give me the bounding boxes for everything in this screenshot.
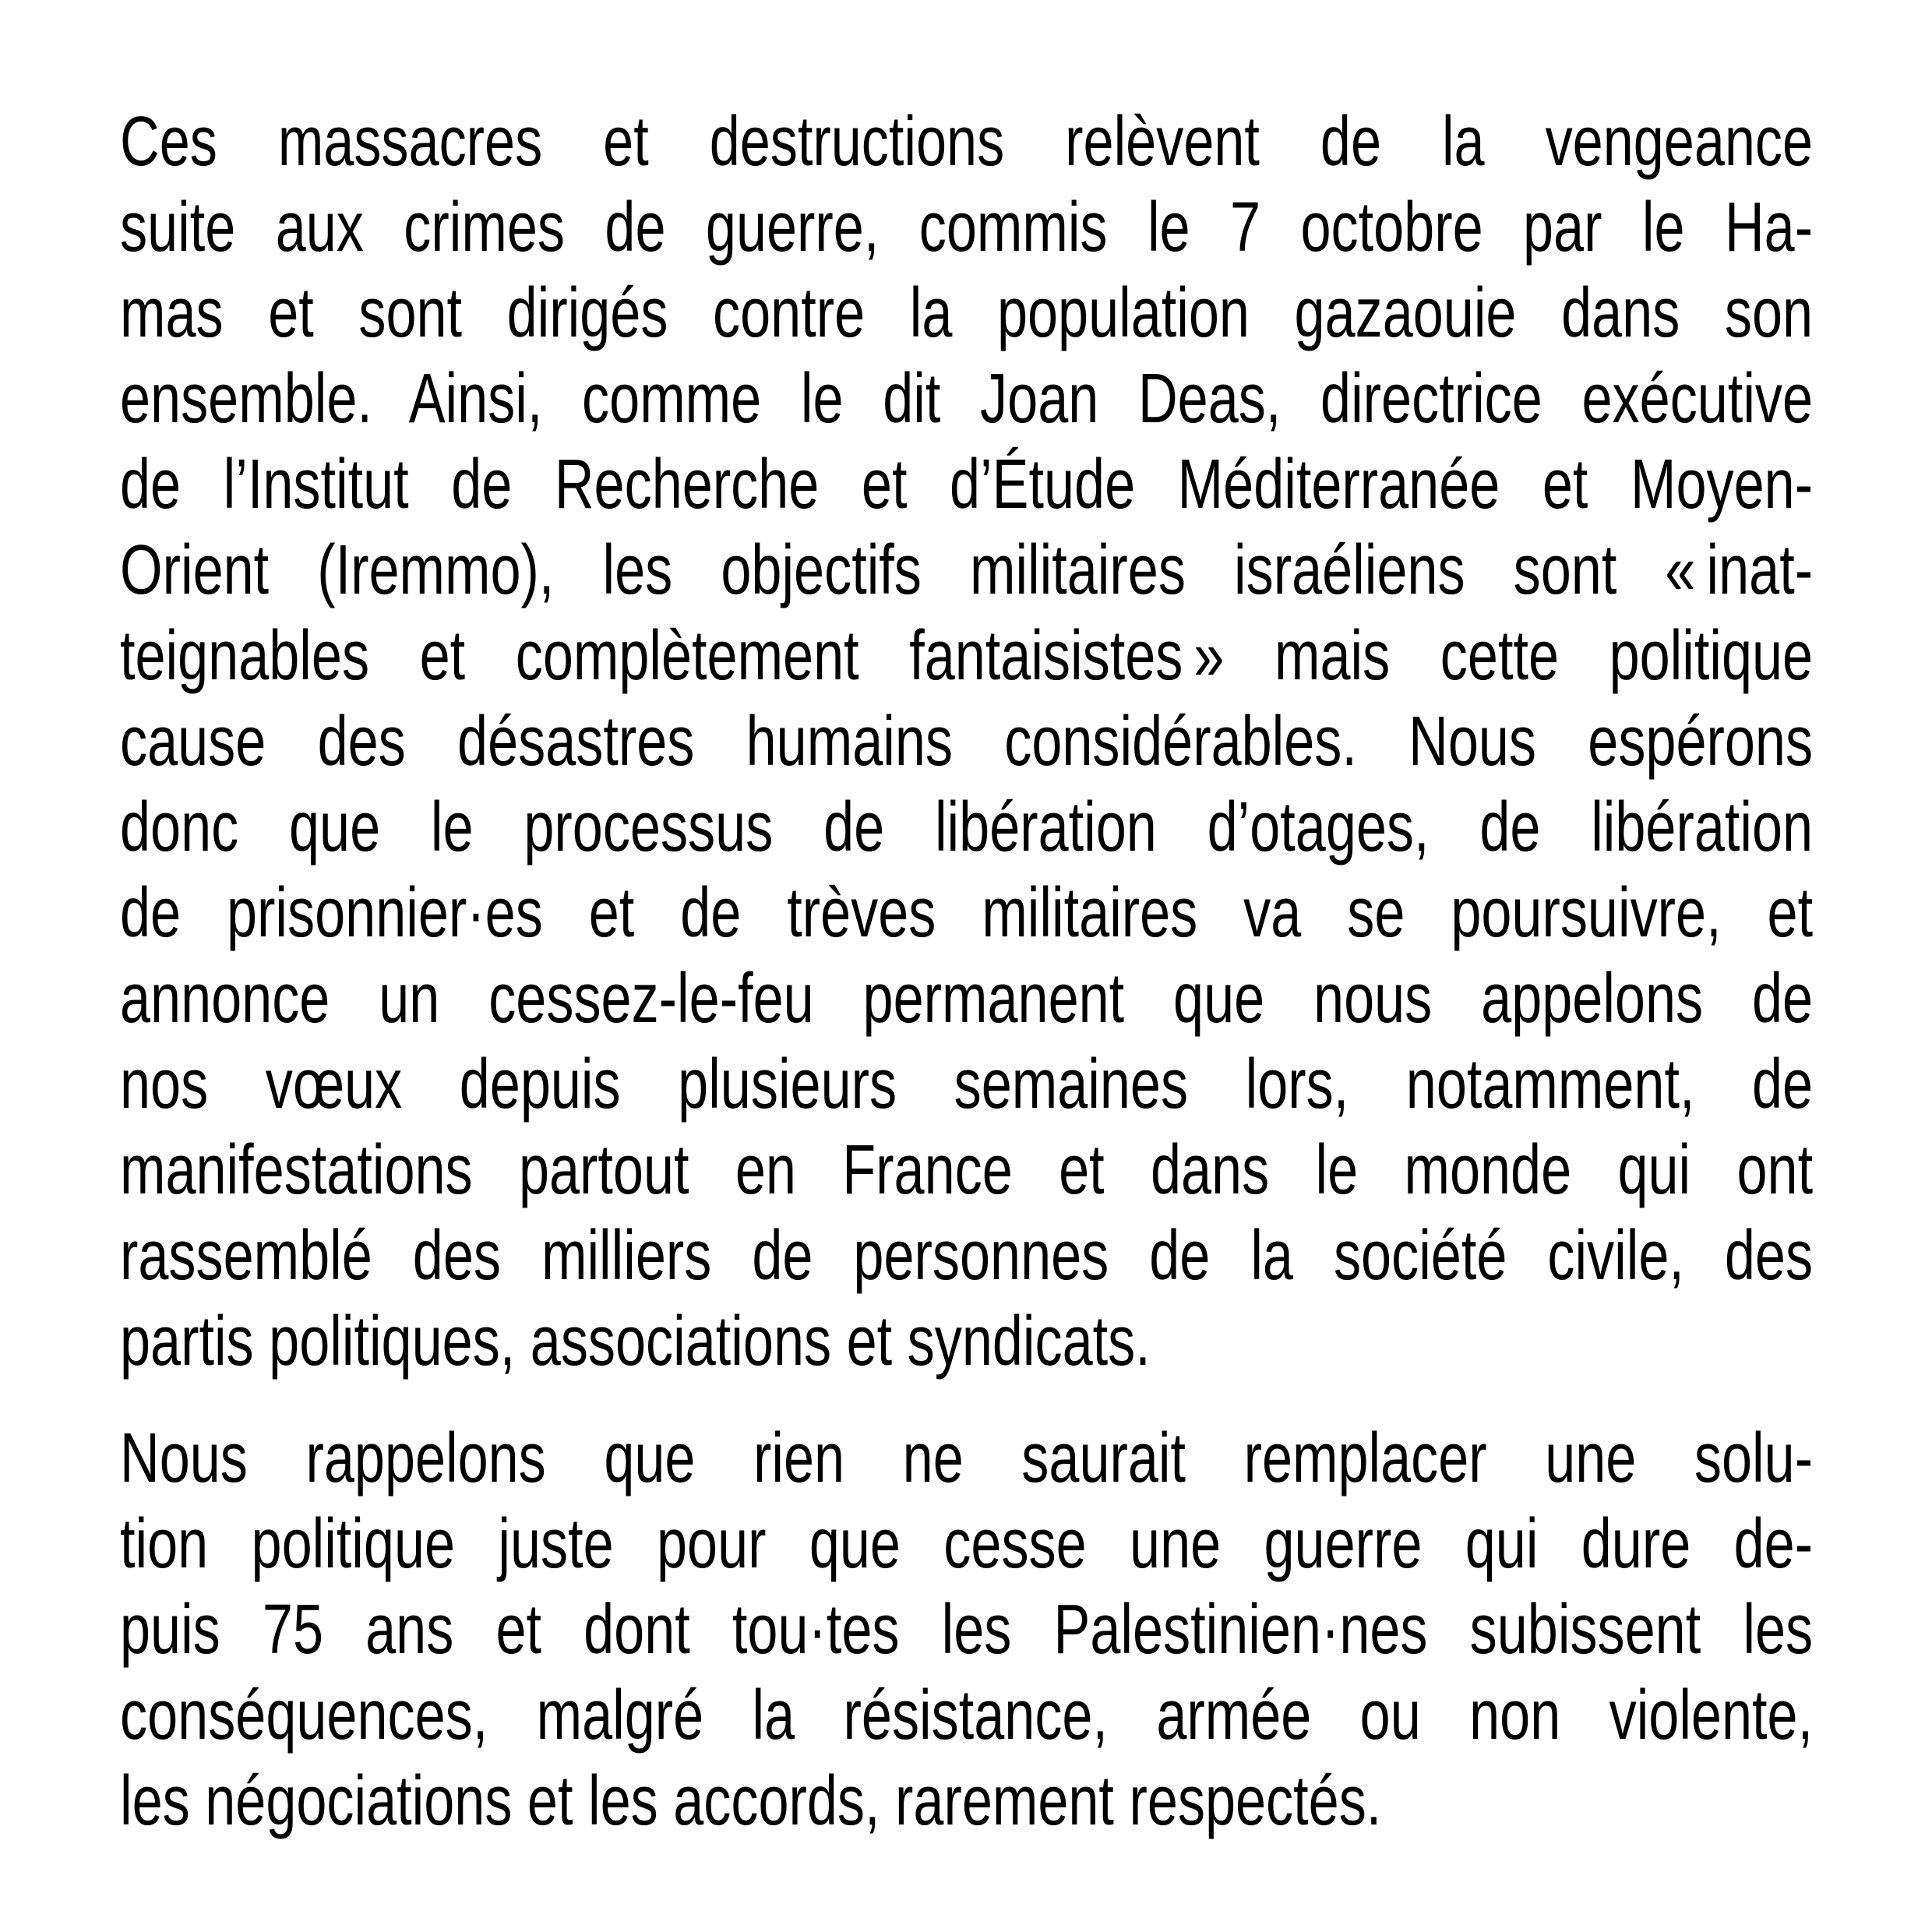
text-line: rassemblé des milliers de personnes de la société civile, des — [120, 1217, 1814, 1295]
text-line: suite aux crimes de guerre, commis le 7 octobre par le Ha- — [120, 189, 1814, 266]
text-line: les négociations et les accords, rarement respectés. — [120, 1762, 1382, 1840]
text-block — [120, 99, 1813, 1844]
text-line: manifestations partout en France et dans le monde qui ont — [120, 1131, 1814, 1209]
text-line: mas et sont dirigés contre la population gazaouie dans son — [120, 274, 1814, 352]
text-line: Orient (Iremmo), les objectifs militaires israéliens sont « inat- — [120, 531, 1814, 609]
text-line: de l’Institut de Recherche et d’Étude Méditerranée et Moyen- — [120, 446, 1814, 524]
text-line: partis politiques, associations et syndicats. — [120, 1303, 1151, 1380]
text-line: Nous rappelons que rien ne saurait remplacer une solu- — [120, 1419, 1814, 1497]
paragraph-2 — [120, 1416, 1813, 1844]
text-line: conséquences, malgré la résistance, armée ou non violente, — [120, 1676, 1814, 1754]
text-line: de prisonnier·es et de trèves militaires va se poursuivre, et — [120, 874, 1814, 952]
text-line: nos vœux depuis plusieurs semaines lors, notamment, de — [120, 1045, 1814, 1123]
text-line: puis 75 ans et dont tou·tes les Palestinien·nes subissent les — [120, 1591, 1814, 1669]
paragraph-1 — [120, 99, 1813, 1384]
text-line: donc que le processus de libération d’otages, de libération — [120, 788, 1814, 866]
text-line: annonce un cessez-le-feu permanent que nous appelons de — [120, 960, 1814, 1038]
text-line: cause des désastres humains considérables. Nous espérons — [120, 703, 1814, 781]
text-line: teignables et complètement fantaisistes » mais cette politique — [120, 617, 1814, 695]
text-line: Ces massacres et destructions relèvent de la vengeance — [120, 103, 1814, 181]
text-line: ensemble. Ainsi, comme le dit Joan Deas, directrice exécutive — [120, 360, 1814, 438]
text-line: tion politique juste pour que cesse une guerre qui dure de- — [120, 1505, 1814, 1583]
